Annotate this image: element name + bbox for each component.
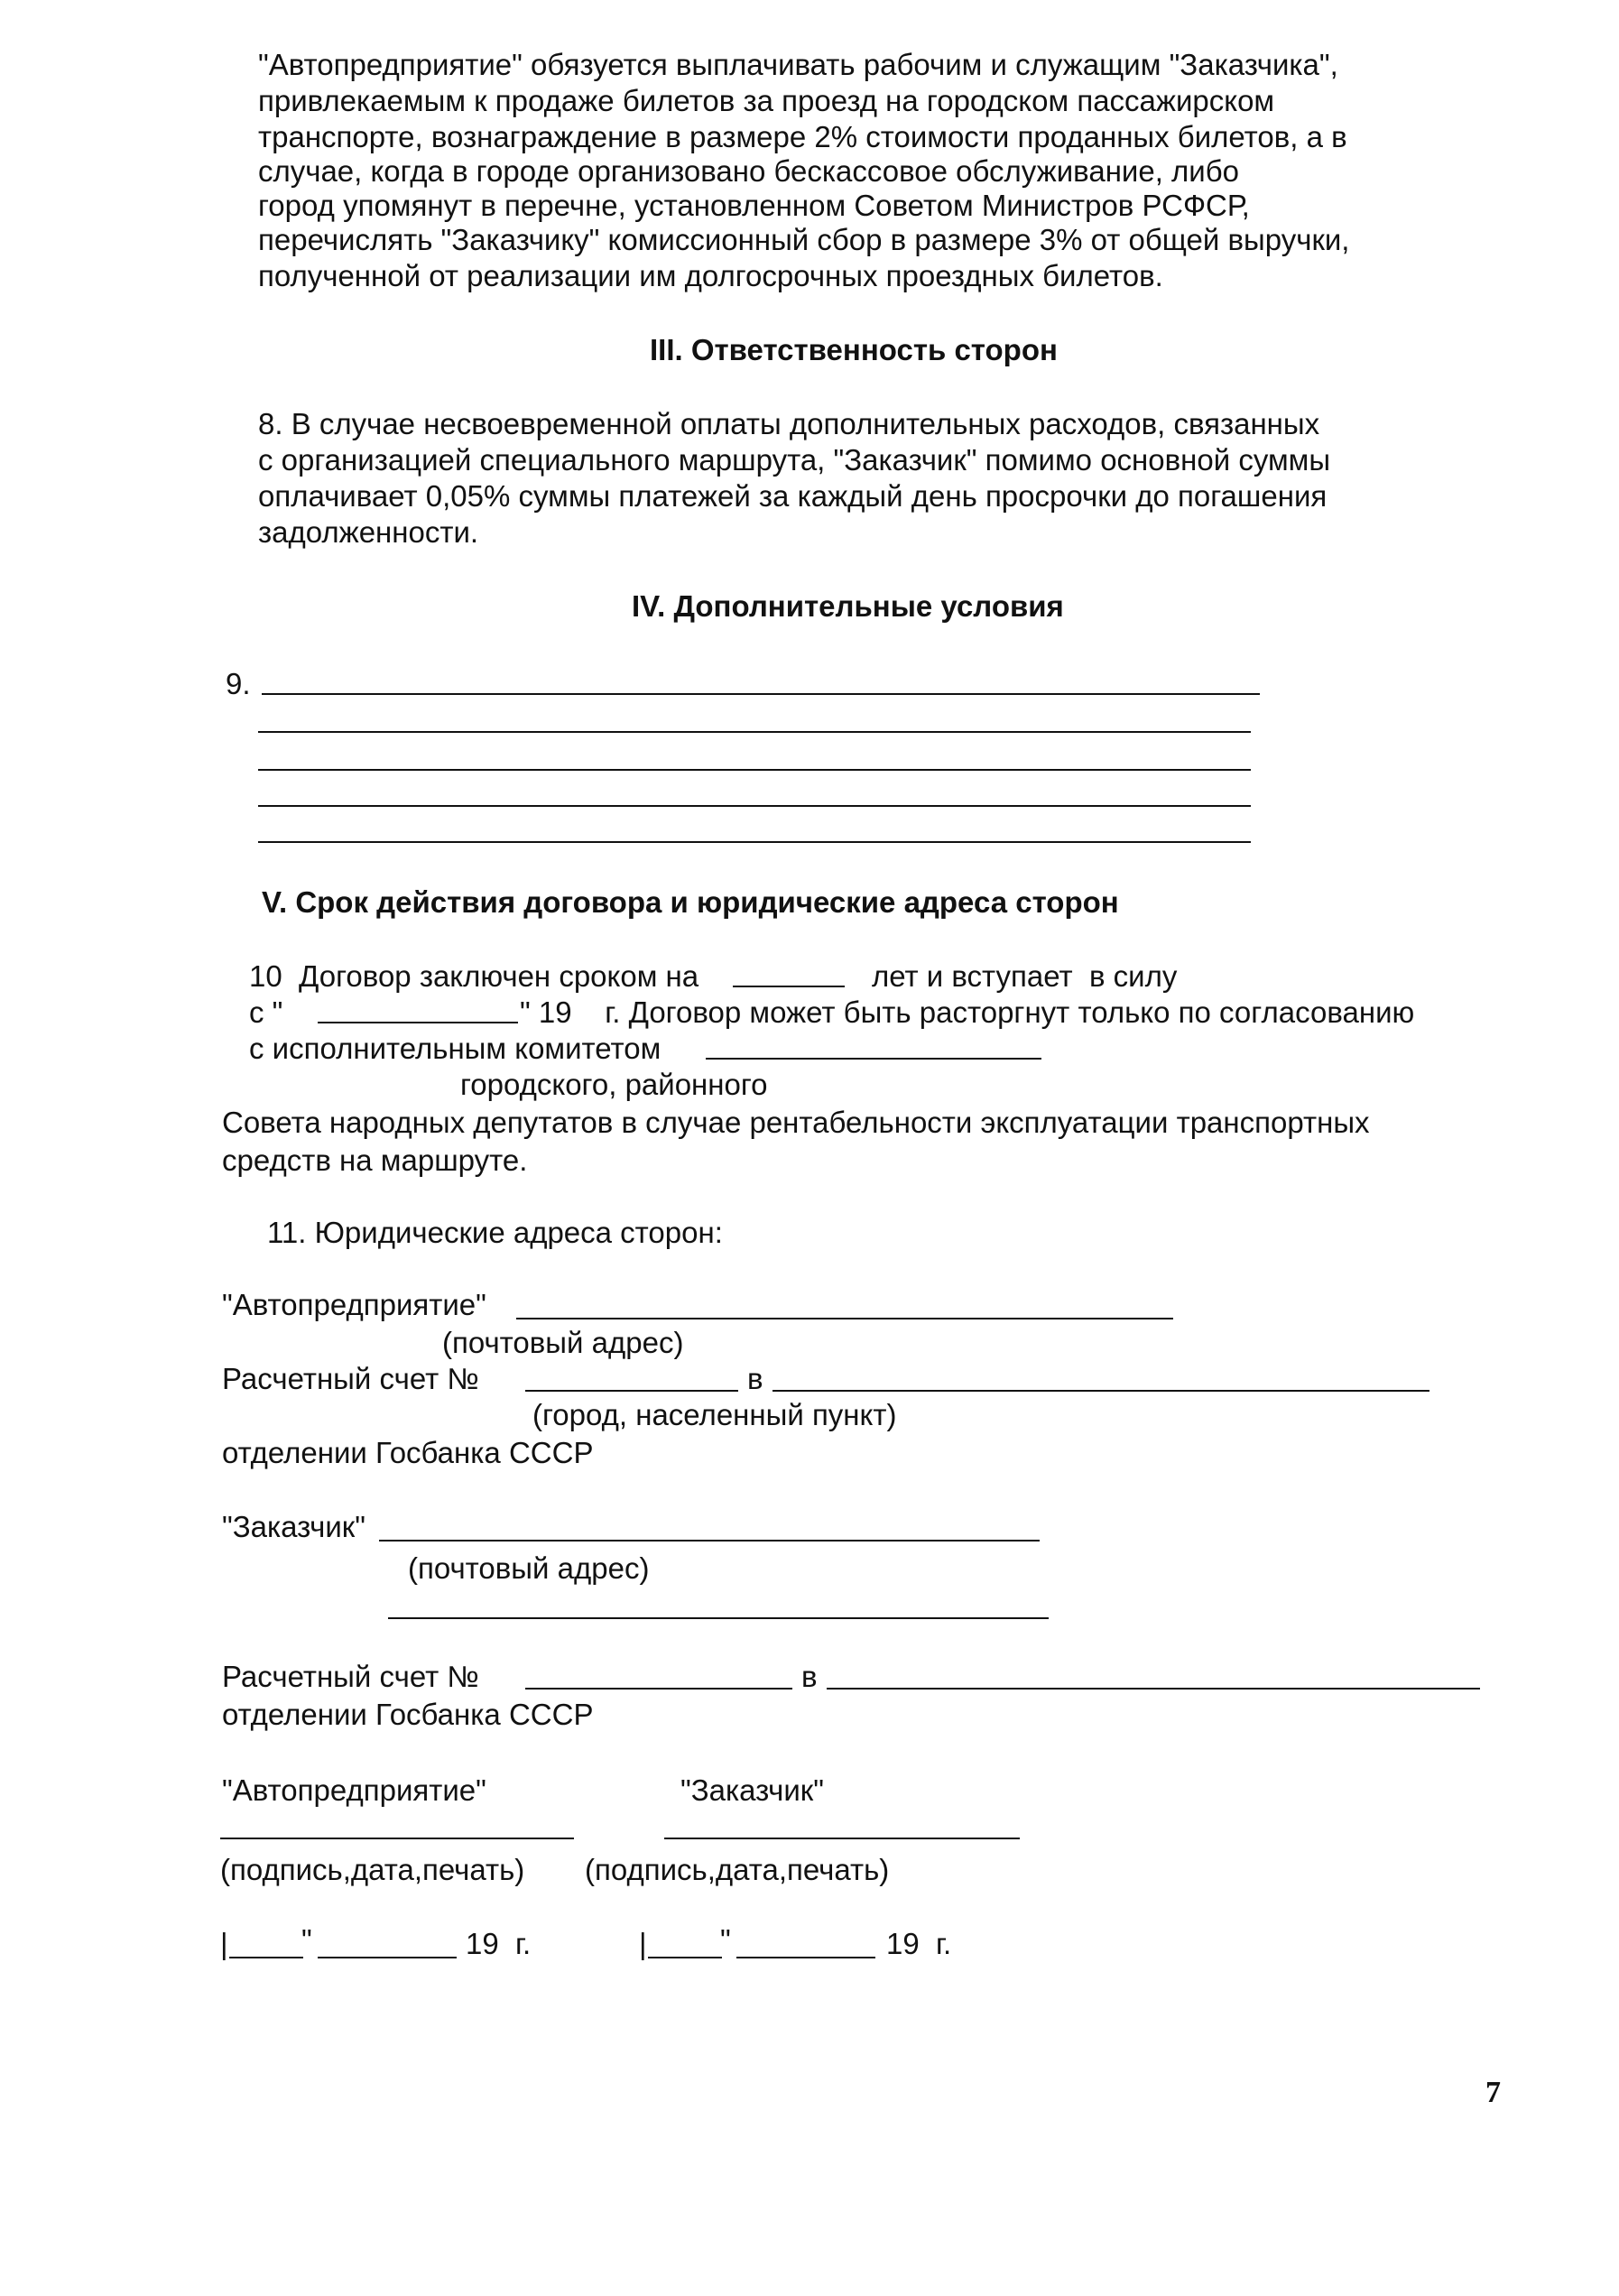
field-label: в xyxy=(801,1660,818,1693)
zak-address-blank[interactable] xyxy=(379,1540,1040,1541)
zak-address-blank-2[interactable] xyxy=(388,1617,1049,1619)
fill-in-line[interactable] xyxy=(258,769,1251,771)
field-caption: (город, населенный пункт) xyxy=(532,1398,897,1431)
paragraph-line: оплачивает 0,05% суммы платежей за каждый день просрочки до погашения xyxy=(258,479,1328,513)
zak-month-blank[interactable] xyxy=(736,1957,875,1958)
item-number: 9. xyxy=(226,667,251,700)
zak-day-blank[interactable] xyxy=(648,1957,722,1958)
paragraph-line: полученной от реализации им долгосрочных проездных билетов. xyxy=(258,259,1163,292)
zak-signature-line[interactable] xyxy=(664,1838,1020,1839)
field-label: отделении Госбанка СССР xyxy=(222,1698,594,1731)
date-mark: " xyxy=(720,1923,731,1957)
signature-party-label: "Автопредприятие" xyxy=(222,1773,486,1807)
paragraph-line: перечислять "Заказчику" комиссионный сбор в размере 3% от общей выручки, xyxy=(258,223,1350,256)
signature-party-label: "Заказчик" xyxy=(680,1773,824,1807)
avto-account-blank[interactable] xyxy=(525,1390,738,1392)
paragraph-line: средств на маршруте. xyxy=(222,1143,528,1177)
paragraph-line: транспорте, вознаграждение в размере 2% стоимости проданных билетов, а в xyxy=(258,120,1347,153)
avto-month-blank[interactable] xyxy=(318,1957,457,1958)
fill-in-line[interactable] xyxy=(258,841,1251,843)
date-mark: | xyxy=(220,1927,228,1960)
committee-blank[interactable] xyxy=(706,1058,1041,1060)
term-years-blank[interactable] xyxy=(733,986,845,987)
field-caption: (почтовый адрес) xyxy=(442,1326,684,1359)
page-number: 7 xyxy=(1485,2076,1501,2109)
fill-in-line[interactable] xyxy=(258,731,1251,733)
signature-caption: (подпись,дата,печать) xyxy=(220,1853,525,1886)
paragraph-line: задолженности. xyxy=(258,515,479,549)
paragraph-line: Совета народных депутатов в случае рентабельности эксплуатации транспортных xyxy=(222,1106,1370,1139)
item-title: 11. Юридические адреса сторон: xyxy=(267,1216,723,1249)
field-label: Расчетный счет № xyxy=(222,1660,479,1693)
paragraph-line: привлекаемым к продаже билетов за проезд на городском пассажирском xyxy=(258,84,1275,117)
section-heading: IV. Дополнительные условия xyxy=(632,589,1064,623)
paragraph-line: лет и вступает в силу xyxy=(872,959,1178,993)
field-label: Расчетный счет № xyxy=(222,1362,479,1395)
date-mark: | xyxy=(639,1927,647,1960)
paragraph-line: "Автопредприятие" обязуется выплачивать рабочим и служащим "Заказчика", xyxy=(258,48,1338,81)
paragraph-line: с исполнительным комитетом xyxy=(249,1032,661,1065)
section-heading: V. Срок действия договора и юридические адреса сторон xyxy=(262,885,1119,919)
paragraph-line: " 19 г. Договор может быть расторгнут только по согласованию xyxy=(520,995,1415,1029)
paragraph-line: 10 Договор заключен сроком на xyxy=(249,959,699,993)
paragraph-line: с организацией специального маршрута, "Заказчик" помимо основной суммы xyxy=(258,443,1331,477)
field-label: отделении Госбанка СССР xyxy=(222,1436,594,1469)
avto-bank-city-blank[interactable] xyxy=(772,1390,1429,1392)
fill-in-line[interactable] xyxy=(262,693,1260,695)
signature-caption: (подпись,дата,печать) xyxy=(585,1853,890,1886)
paragraph-line: случае, когда в городе организовано бескассовое обслуживание, либо xyxy=(258,154,1239,188)
party-label: "Заказчик" xyxy=(222,1510,365,1543)
paragraph-line: городского, районного xyxy=(460,1068,768,1101)
section-heading: III. Ответственность сторон xyxy=(650,333,1058,366)
paragraph-line: город упомянут в перечне, установленном Советом Министров РСФСР, xyxy=(258,189,1250,222)
zak-account-blank[interactable] xyxy=(525,1688,792,1690)
avto-day-blank[interactable] xyxy=(229,1957,303,1958)
fill-in-line[interactable] xyxy=(258,805,1251,807)
paragraph-line: с " xyxy=(249,995,283,1029)
paragraph-line: 8. В случае несвоевременной оплаты дополнительных расходов, связанных xyxy=(258,407,1320,440)
field-caption: (почтовый адрес) xyxy=(408,1551,650,1585)
date-year: 19 г. xyxy=(886,1927,952,1960)
avto-address-blank[interactable] xyxy=(516,1318,1173,1319)
field-label: в xyxy=(747,1362,763,1395)
date-mark: " xyxy=(301,1923,312,1957)
zak-bank-city-blank[interactable] xyxy=(827,1688,1480,1690)
start-date-blank[interactable] xyxy=(318,1022,518,1023)
avto-signature-line[interactable] xyxy=(220,1838,574,1839)
party-label: "Автопредприятие" xyxy=(222,1288,486,1321)
date-year: 19 г. xyxy=(466,1927,532,1960)
